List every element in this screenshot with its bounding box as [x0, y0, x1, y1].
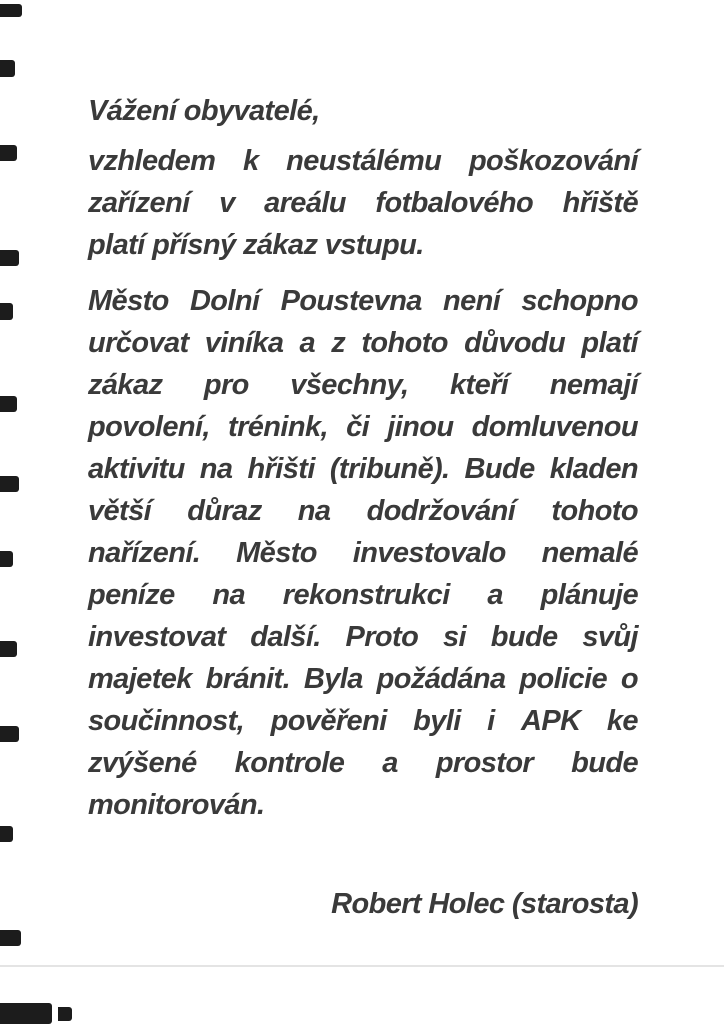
notice-paragraph — [88, 140, 638, 266]
text-line — [88, 448, 638, 490]
word: Poustevna — [280, 285, 422, 317]
word: není — [442, 285, 501, 317]
text-line — [88, 742, 638, 784]
scan-artifact-mark — [0, 641, 17, 657]
word: požádána — [376, 663, 506, 695]
word: z — [331, 327, 346, 359]
word: plánuje — [540, 579, 638, 611]
word: trénink, — [228, 411, 328, 443]
word: schopno — [521, 285, 638, 317]
text-line — [88, 322, 638, 364]
word: majetek — [88, 663, 192, 695]
scan-artifact-mark — [0, 476, 19, 492]
scan-artifact-mark — [0, 826, 13, 842]
word: na — [212, 579, 246, 611]
notice-signature — [88, 883, 638, 925]
word: fotbalového — [375, 187, 534, 219]
word: bude — [571, 747, 638, 779]
word: a — [299, 327, 316, 359]
scan-artifact-mark — [58, 1007, 72, 1021]
word: peníze — [88, 579, 175, 611]
word: hřiště — [562, 187, 638, 219]
word: v — [219, 187, 235, 219]
word: tohoto — [361, 327, 448, 359]
notice-heading — [88, 90, 638, 132]
word: vzhledem — [88, 145, 216, 177]
word: bude — [490, 621, 558, 653]
text-line — [88, 140, 638, 182]
word: kladen — [549, 453, 638, 485]
word: i — [487, 705, 495, 737]
word: dodržování — [366, 495, 516, 527]
word: větší — [88, 495, 152, 527]
word: Byla — [303, 663, 363, 695]
scan-artifact-mark — [0, 145, 17, 161]
scan-fold-line — [0, 965, 724, 967]
text-line — [88, 616, 638, 658]
word: další. — [250, 621, 321, 653]
scan-artifact-mark — [0, 726, 19, 742]
text-line — [88, 700, 638, 742]
word: hřišti — [247, 453, 315, 485]
word: nemají — [549, 369, 638, 401]
word: si — [442, 621, 466, 653]
word: prostor — [435, 747, 534, 779]
text-line — [88, 280, 638, 322]
word: Město — [88, 285, 169, 317]
word: o — [620, 663, 638, 695]
word: viníka — [204, 327, 284, 359]
text-line — [88, 658, 638, 700]
word: nemalé — [541, 537, 638, 569]
word: Bude — [464, 453, 535, 485]
text-line — [88, 574, 638, 616]
word: APK — [521, 705, 581, 737]
word: všechny, — [290, 369, 409, 401]
word: investovat — [88, 621, 226, 653]
word: areálu — [264, 187, 346, 219]
word: pro — [203, 369, 249, 401]
text-line — [88, 490, 638, 532]
word: důvodu — [464, 327, 566, 359]
scan-artifact-mark — [0, 4, 22, 17]
word: rekonstrukci — [282, 579, 450, 611]
scan-artifact-mark — [0, 250, 19, 266]
word: povolení, — [88, 411, 210, 443]
word: tohoto — [551, 495, 638, 527]
word: zákaz — [88, 369, 163, 401]
scan-artifact-mark — [0, 1003, 52, 1024]
word: jinou — [387, 411, 454, 443]
notice-body — [88, 90, 638, 925]
text-line: Vážení obyvatelé, — [88, 95, 320, 127]
word: investovalo — [352, 537, 506, 569]
word: neustálému — [286, 145, 442, 177]
scan-artifact-mark — [0, 396, 17, 412]
word: Město — [236, 537, 317, 569]
notice-paragraph — [88, 280, 638, 826]
word: a — [487, 579, 503, 611]
word: a — [382, 747, 398, 779]
scan-artifact-mark — [0, 303, 13, 320]
word: ke — [606, 705, 638, 737]
text-line — [88, 532, 638, 574]
word: zvýšené — [88, 747, 197, 779]
word: důraz — [187, 495, 262, 527]
text-line: monitorován. — [88, 789, 265, 821]
word: kontrole — [234, 747, 345, 779]
scan-artifact-mark — [0, 551, 13, 567]
text-line: platí přísný zákaz vstupu. — [88, 229, 424, 261]
word: domluvenou — [471, 411, 638, 443]
word: Proto — [345, 621, 419, 653]
word: svůj — [582, 621, 638, 653]
word: bránit. — [205, 663, 291, 695]
word: pověřeni — [270, 705, 387, 737]
scan-artifact-mark — [0, 60, 15, 77]
word: na — [297, 495, 331, 527]
word: Dolní — [189, 285, 260, 317]
word: součinnost, — [88, 705, 245, 737]
word: na — [199, 453, 233, 485]
word: kteří — [449, 369, 509, 401]
text-line — [88, 406, 638, 448]
word: byli — [413, 705, 461, 737]
word: určovat — [88, 327, 189, 359]
word: aktivitu — [88, 453, 185, 485]
word: k — [242, 145, 259, 177]
text-line — [88, 364, 638, 406]
word: nařízení. — [88, 537, 201, 569]
word: policie — [519, 663, 608, 695]
word: poškozování — [468, 145, 638, 177]
word: či — [346, 411, 370, 443]
word: platí — [581, 327, 638, 359]
text-line — [88, 182, 638, 224]
word: zařízení — [88, 187, 190, 219]
scan-artifact-mark — [0, 930, 21, 946]
text-line: Robert Holec (starosta) — [331, 888, 638, 920]
word: (tribuně). — [329, 453, 450, 485]
